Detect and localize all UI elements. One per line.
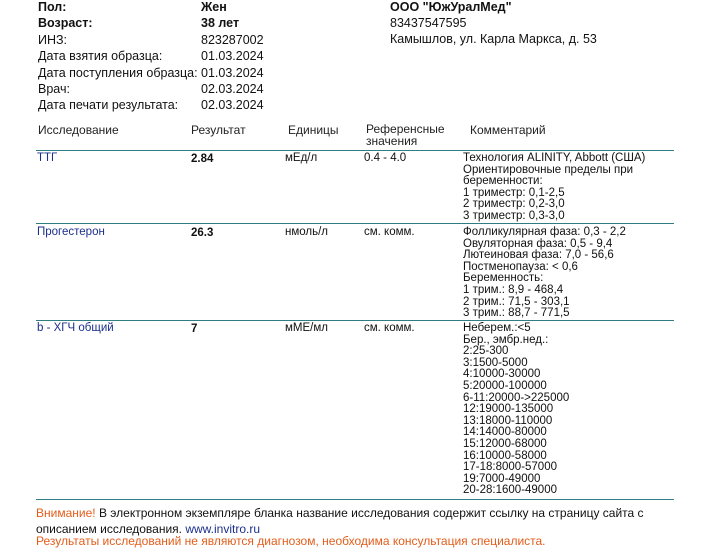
- header-test: Исследование: [38, 123, 119, 137]
- units-b-hcg: мМЕ/мл: [285, 322, 328, 334]
- result-ttg: 2.84: [191, 153, 214, 165]
- test-link-progesterone[interactable]: Прогестерон: [37, 226, 105, 238]
- sample-received-label: Дата поступления образца:: [38, 66, 198, 80]
- header-reference-line2: значения: [366, 134, 418, 148]
- notice-text: В электронном экземпляре бланка название исследования содержит ссылку на страницу сайта с описанием исследования.: [36, 506, 644, 536]
- print-date-label: Дата печати результата:: [38, 98, 179, 112]
- attention-label: Внимание!: [36, 506, 96, 520]
- result-progesterone: 26.3: [191, 227, 214, 239]
- inz-label: ИНЗ:: [38, 33, 68, 47]
- sample-taken-value: 01.03.2024: [201, 49, 264, 63]
- print-date-value: 02.03.2024: [201, 98, 264, 112]
- units-ttg: мЕд/л: [285, 152, 318, 164]
- table-divider: [36, 499, 674, 500]
- lab-name: ООО "ЮжУралМед": [390, 0, 512, 14]
- sample-taken-label: Дата взятия образца:: [38, 49, 163, 63]
- lab-address: Камышлов, ул. Карла Маркса, д. 53: [390, 32, 597, 46]
- doctor-value: 02.03.2024: [201, 82, 264, 96]
- invitro-link[interactable]: www.invitro.ru: [185, 521, 261, 536]
- test-link-b-hcg[interactable]: b - ХГЧ общий: [37, 322, 114, 334]
- comment-ttg: Технология ALINITY, Abbott (США) Ориентировочные пределы при беременности: 1 триместр: 0,1-2,5 2 триместр: 0,2-3,0 3 триместр: 0,3-3,0: [463, 152, 646, 222]
- header-units: Единицы: [288, 123, 339, 137]
- ref-ttg: 0.4 - 4.0: [364, 152, 407, 164]
- table-divider: [36, 223, 674, 224]
- doctor-label: Врач:: [38, 82, 70, 96]
- comment-b-hcg: Неберем.:<5 Бер., эмбр.нед.: 2:25-300 3:1500-5000 4:10000-30000 5:20000-100000 6-11:20000->225000 12:19000-135000 13:18000-110000 14:14000-80000 15:12000-68000 16:10000-58000 17-18:8000-57000 19:7000-49000 20-28:1600-49000: [463, 322, 570, 497]
- units-progesterone: нмоль/л: [285, 226, 329, 238]
- age-label: Возраст:: [38, 16, 93, 30]
- header-comment: Комментарий: [470, 123, 546, 137]
- ref-b-hcg: см. комм.: [364, 322, 415, 334]
- table-divider: [36, 320, 674, 321]
- header-result: Результат: [191, 123, 246, 137]
- age-value: 38 лет: [201, 16, 240, 30]
- header-reference-line1: Референсные: [366, 122, 445, 136]
- inz-value: 823287002: [201, 33, 264, 47]
- comment-progesterone: Фолликулярная фаза: 0,3 - 2,2 Овуляторная фаза: 0,5 - 9,4 Лютеиновая фаза: 7,0 - 56,6 Постменопауза: < 0,6 Беременность: 1 трим.: 8,9 - 468,4 2 трим.: 71,5 - 303,1 3 трим.: 88,7 - 771,5: [463, 226, 626, 320]
- sex-value: Жен: [201, 0, 227, 14]
- footer-disclaimer: Результаты исследований не являются диагнозом, необходима консультация специалиста.: [36, 534, 546, 548]
- header-reference: [366, 123, 445, 147]
- sample-received-value: 01.03.2024: [201, 66, 264, 80]
- sex-label: Пол:: [38, 0, 67, 14]
- lab-phone: 83437547595: [390, 16, 467, 30]
- footer-notice: [36, 506, 676, 537]
- result-b-hcg: 7: [191, 323, 198, 335]
- test-link-ttg[interactable]: ТТГ: [37, 152, 58, 164]
- ref-progesterone: см. комм.: [364, 226, 415, 238]
- table-divider: [36, 150, 674, 151]
